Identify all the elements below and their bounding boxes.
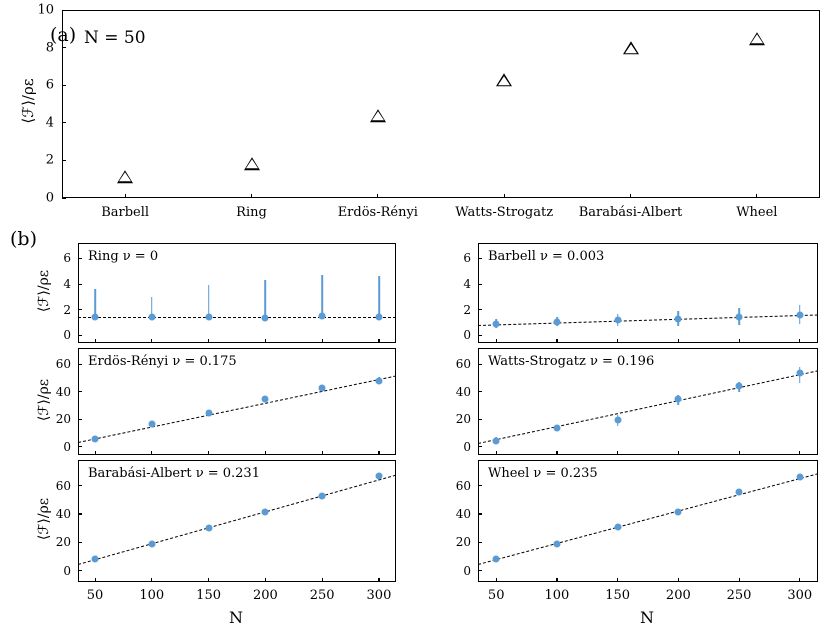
data-point bbox=[205, 410, 212, 417]
data-point bbox=[493, 321, 500, 328]
data-marker-triangle bbox=[370, 109, 386, 122]
panel-x-tick bbox=[678, 451, 679, 455]
data-point bbox=[375, 314, 382, 321]
data-point bbox=[92, 555, 99, 562]
panel-y-tick-label: 0 bbox=[63, 439, 71, 454]
panel-y-tick bbox=[478, 570, 482, 571]
data-point bbox=[148, 314, 155, 321]
panel-x-tick bbox=[322, 339, 323, 343]
panel-a-y-tick-label: 4 bbox=[45, 115, 54, 131]
panel-x-tick bbox=[322, 578, 323, 582]
data-point bbox=[92, 313, 99, 320]
panel-x-axis-label: N bbox=[640, 608, 654, 627]
panel-x-tick bbox=[799, 339, 800, 343]
error-bar bbox=[378, 276, 380, 317]
error-bar bbox=[208, 285, 210, 316]
panel-x-tick bbox=[208, 578, 209, 582]
panel-x-tick bbox=[151, 578, 152, 582]
panel-x-tick bbox=[617, 339, 618, 343]
data-point bbox=[736, 488, 743, 495]
panel-a-y-axis-label: ⟨ℱ⟩/ρε bbox=[19, 78, 37, 124]
panel-y-tick bbox=[478, 513, 482, 514]
panel-y-tick-label: 0 bbox=[463, 563, 471, 578]
data-point bbox=[92, 435, 99, 442]
data-point bbox=[553, 425, 560, 432]
panel-x-tick-label: 150 bbox=[605, 588, 631, 603]
data-point bbox=[553, 319, 560, 326]
panel-x-tick-label: 50 bbox=[487, 588, 505, 603]
data-point bbox=[736, 383, 743, 390]
panel-x-tick bbox=[739, 451, 740, 455]
panel-y-tick bbox=[78, 570, 82, 571]
figure-label-b: (b) bbox=[10, 228, 37, 250]
panel-title-b6: Wheel ν = 0.235 bbox=[488, 466, 598, 481]
panel-x-tick bbox=[617, 578, 618, 582]
panel-y-tick bbox=[78, 542, 82, 543]
data-point bbox=[375, 377, 382, 384]
panel-a-x-tick-label: Barabási-Albert bbox=[578, 205, 683, 220]
data-point bbox=[262, 315, 269, 322]
triangle-inner bbox=[625, 44, 637, 53]
triangle-inner bbox=[246, 159, 258, 168]
data-marker-triangle bbox=[117, 170, 133, 183]
data-point bbox=[614, 316, 621, 323]
panel-x-tick bbox=[556, 578, 557, 582]
data-marker-triangle bbox=[749, 32, 765, 45]
panel-y-tick-label: 4 bbox=[463, 277, 471, 292]
panel-y-tick bbox=[78, 513, 82, 514]
panel-a-y-tick-label: 10 bbox=[37, 2, 54, 18]
panel-title-b4: Watts-Strogatz ν = 0.196 bbox=[488, 354, 655, 369]
panel-a-y-tick bbox=[62, 198, 66, 199]
panel-x-tick bbox=[151, 339, 152, 343]
data-point bbox=[614, 524, 621, 531]
data-point bbox=[205, 313, 212, 320]
data-point bbox=[262, 396, 269, 403]
panel-y-tick-label: 0 bbox=[63, 328, 71, 343]
panel-y-axis-label: ⟨ℱ⟩/ρε bbox=[36, 269, 52, 313]
fit-line-dashed bbox=[78, 474, 396, 564]
panel-y-tick-label: 20 bbox=[55, 535, 71, 550]
panel-x-tick bbox=[678, 339, 679, 343]
panel-y-tick bbox=[478, 284, 482, 285]
panel-x-tick bbox=[378, 339, 379, 343]
error-bar bbox=[321, 275, 323, 316]
panel-x-tick bbox=[378, 578, 379, 582]
data-point bbox=[493, 437, 500, 444]
data-marker-triangle bbox=[623, 42, 639, 55]
data-point bbox=[148, 421, 155, 428]
panel-y-tick-label: 0 bbox=[63, 563, 71, 578]
panel-y-tick-label: 60 bbox=[55, 478, 71, 493]
data-point bbox=[319, 385, 326, 392]
fit-line-dashed bbox=[78, 317, 396, 318]
panel-y-tick bbox=[478, 542, 482, 543]
data-marker-triangle bbox=[244, 157, 260, 170]
panel-y-tick bbox=[78, 391, 82, 392]
data-point bbox=[148, 540, 155, 547]
panel-a-y-tick bbox=[62, 47, 66, 48]
panel-x-tick-label: 250 bbox=[726, 588, 752, 603]
panel-y-tick bbox=[78, 419, 82, 420]
panel-x-tick-label: 150 bbox=[196, 588, 221, 603]
panel-x-tick-label: 100 bbox=[544, 588, 570, 603]
panel-a-x-tick bbox=[630, 194, 631, 198]
panel-a-plot-area bbox=[62, 10, 820, 198]
panel-a-y-tick bbox=[62, 85, 66, 86]
data-point bbox=[614, 417, 621, 424]
panel-x-tick-label: 50 bbox=[86, 588, 104, 603]
panel-x-tick bbox=[799, 451, 800, 455]
fit-line-dashed bbox=[478, 473, 818, 565]
data-point bbox=[736, 313, 743, 320]
panel-y-tick-label: 40 bbox=[55, 506, 71, 521]
panel-x-tick bbox=[739, 339, 740, 343]
panel-x-tick-label: 100 bbox=[139, 588, 165, 603]
fit-line-dashed bbox=[78, 375, 396, 443]
panel-x-tick bbox=[95, 578, 96, 582]
panel-y-tick bbox=[78, 485, 82, 486]
panel-y-tick-label: 20 bbox=[455, 535, 471, 550]
panel-x-tick bbox=[678, 578, 679, 582]
panel-y-tick bbox=[78, 335, 82, 336]
data-point bbox=[493, 556, 500, 563]
panel-x-tick bbox=[799, 578, 800, 582]
panel-x-tick bbox=[208, 339, 209, 343]
panel-a-y-tick-label: 0 bbox=[45, 190, 54, 206]
figure-label-a: (a) bbox=[50, 24, 77, 46]
panel-x-tick-label: 300 bbox=[787, 588, 813, 603]
panel-y-tick-label: 60 bbox=[455, 357, 471, 372]
panel-y-tick-label: 2 bbox=[463, 302, 471, 317]
error-bar bbox=[265, 280, 267, 318]
panel-y-tick bbox=[478, 335, 482, 336]
data-point bbox=[675, 509, 682, 516]
panel-y-tick bbox=[478, 391, 482, 392]
panel-y-tick bbox=[78, 258, 82, 259]
panel-y-tick bbox=[78, 284, 82, 285]
triangle-inner bbox=[498, 76, 510, 85]
fit-line-dashed bbox=[478, 370, 818, 444]
data-point bbox=[319, 313, 326, 320]
panel-y-tick bbox=[78, 309, 82, 310]
panel-a-y-tick-label: 6 bbox=[45, 77, 54, 93]
panel-x-tick-label: 250 bbox=[309, 588, 335, 603]
panel-y-tick-label: 20 bbox=[455, 412, 471, 427]
panel-x-tick bbox=[208, 451, 209, 455]
panel-y-tick-label: 2 bbox=[63, 302, 71, 317]
data-point bbox=[796, 311, 803, 318]
panel-y-axis-label: ⟨ℱ⟩/ρε bbox=[36, 497, 52, 541]
panel-x-tick bbox=[378, 451, 379, 455]
panel-a-y-tick bbox=[62, 122, 66, 123]
data-marker-triangle bbox=[496, 74, 512, 87]
panel-x-tick-label: 200 bbox=[665, 588, 691, 603]
panel-title-b5: Barabási-Albert ν = 0.231 bbox=[88, 466, 260, 481]
data-point bbox=[375, 473, 382, 480]
panel-y-tick bbox=[478, 364, 482, 365]
panel-x-tick bbox=[496, 451, 497, 455]
panel-a-x-tick bbox=[251, 194, 252, 198]
data-point bbox=[796, 370, 803, 377]
panel-x-tick-label: 300 bbox=[366, 588, 392, 603]
panel-a-x-tick bbox=[377, 194, 378, 198]
panel-x-tick bbox=[95, 339, 96, 343]
panel-y-tick-label: 40 bbox=[455, 384, 471, 399]
panel-y-tick bbox=[78, 446, 82, 447]
panel-a-x-tick bbox=[756, 194, 757, 198]
panel-x-tick bbox=[496, 578, 497, 582]
panel-y-axis-label: ⟨ℱ⟩/ρε bbox=[36, 378, 52, 421]
panel-x-tick bbox=[496, 339, 497, 343]
panel-title-b2: Barbell ν = 0.003 bbox=[488, 249, 605, 264]
panel-y-tick-label: 4 bbox=[63, 277, 71, 292]
panel-y-tick-label: 6 bbox=[463, 251, 471, 266]
panel-a-x-tick-label: Barbell bbox=[101, 205, 150, 220]
panel-a-y-tick bbox=[62, 160, 66, 161]
panel-y-tick bbox=[478, 485, 482, 486]
panel-x-tick bbox=[95, 451, 96, 455]
panel-a-x-tick-label: Wheel bbox=[736, 205, 778, 220]
panel-a-annotation: N = 50 bbox=[84, 28, 146, 48]
panel-y-tick-label: 0 bbox=[463, 328, 471, 343]
panel-y-tick-label: 60 bbox=[55, 357, 71, 372]
panel-y-tick bbox=[478, 309, 482, 310]
panel-x-tick bbox=[556, 339, 557, 343]
panel-y-tick bbox=[78, 364, 82, 365]
triangle-inner bbox=[119, 173, 131, 182]
panel-a-x-tick-label: Erdös-Rényi bbox=[337, 205, 418, 220]
panel-x-tick bbox=[265, 339, 266, 343]
panel-a-y-tick bbox=[62, 10, 66, 11]
data-point bbox=[319, 493, 326, 500]
fit-line-dashed bbox=[478, 315, 818, 327]
panel-y-tick-label: 40 bbox=[55, 384, 71, 399]
panel-x-tick bbox=[739, 578, 740, 582]
panel-x-tick bbox=[556, 451, 557, 455]
panel-y-tick-label: 0 bbox=[463, 439, 471, 454]
panel-a-x-tick bbox=[504, 194, 505, 198]
data-point bbox=[675, 396, 682, 403]
panel-y-tick-label: 20 bbox=[55, 412, 71, 427]
data-point bbox=[796, 474, 803, 481]
panel-a-y-tick-label: 8 bbox=[45, 40, 54, 56]
data-point bbox=[205, 525, 212, 532]
panel-x-tick bbox=[265, 578, 266, 582]
panel-y-tick-label: 60 bbox=[455, 478, 471, 493]
panel-x-tick bbox=[322, 451, 323, 455]
panel-x-tick-label: 200 bbox=[252, 588, 278, 603]
panel-a-x-tick-label: Watts-Strogatz bbox=[455, 205, 554, 220]
data-point bbox=[553, 540, 560, 547]
panel-x-axis-label: N bbox=[229, 608, 243, 627]
triangle-inner bbox=[372, 112, 384, 121]
panel-y-tick-label: 6 bbox=[63, 251, 71, 266]
panel-a bbox=[37, 2, 820, 220]
panel-y-tick bbox=[478, 419, 482, 420]
triangle-inner bbox=[751, 34, 763, 43]
panel-x-tick bbox=[151, 451, 152, 455]
panel-a-x-tick bbox=[125, 194, 126, 198]
panel-y-tick-label: 40 bbox=[455, 506, 471, 521]
data-point bbox=[675, 315, 682, 322]
panel-title-b1: Ring ν = 0 bbox=[88, 249, 159, 264]
panel-y-tick bbox=[478, 258, 482, 259]
panel-a-x-tick-label: Ring bbox=[236, 205, 267, 220]
panel-a-y-tick-label: 2 bbox=[45, 152, 54, 168]
panel-y-tick bbox=[478, 446, 482, 447]
data-point bbox=[262, 509, 269, 516]
panel-x-tick bbox=[617, 451, 618, 455]
panel-x-tick bbox=[265, 451, 266, 455]
panel-title-b3: Erdös-Rényi ν = 0.175 bbox=[88, 354, 237, 369]
